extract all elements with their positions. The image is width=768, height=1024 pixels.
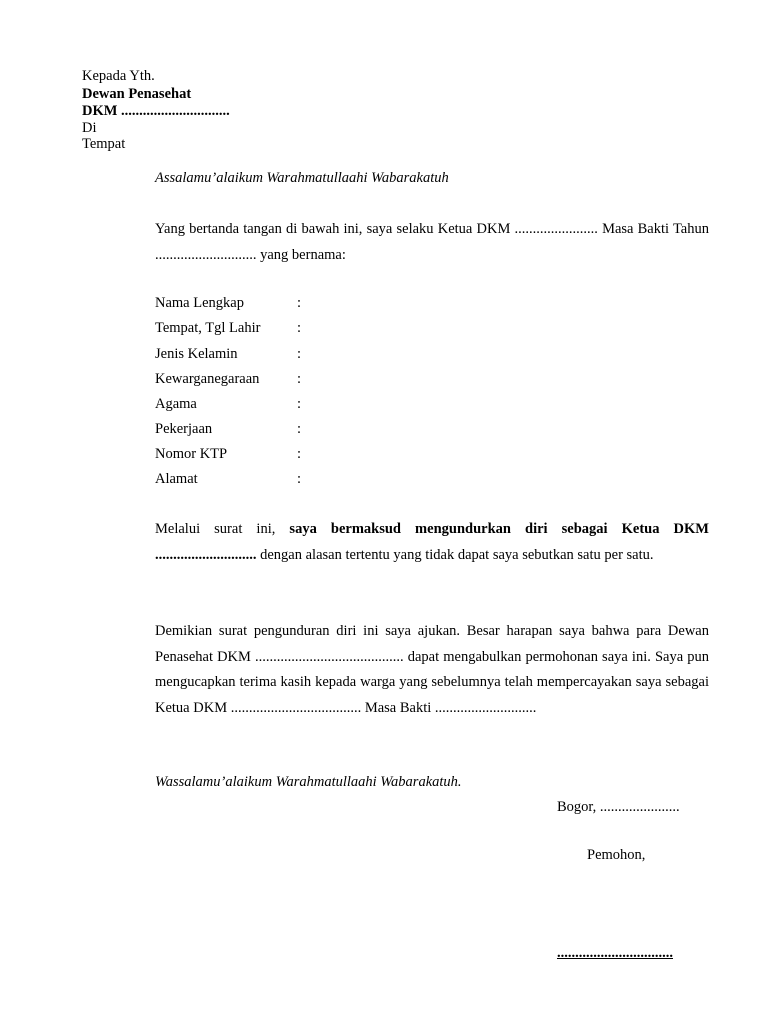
field-label: Nama Lengkap — [155, 295, 244, 311]
signer-name-line: ................................ — [557, 945, 673, 961]
recipient-location-prefix: Di — [82, 120, 97, 136]
field-colon: : — [297, 446, 302, 462]
resignation-suffix: dengan alasan tertentu yang tidak dapat saya sebutkan satu per satu. — [256, 546, 654, 563]
closing-paragraph: Demikian surat pengunduran diri ini saya ajukan. Besar harapan saya bahwa para Dewan Penasehat DKM ......................................... dapat mengabulkan permohonan saya ini. Saya pun mengucapkan terima kasih kepada warga yang sebelumnya telah mempercayakan saya sebagai Ketua DKM .................................... Masa Bakti ............................ — [155, 623, 709, 716]
field-label: Tempat, Tgl Lahir — [155, 320, 261, 336]
field-colon: : — [297, 421, 302, 437]
intro-paragraph: Yang bertanda tangan di bawah ini, saya selaku Ketua DKM ....................... Masa Bakti Tahun ............................ yang bernama: — [155, 221, 709, 263]
field-label: Kewarganegaraan — [155, 371, 260, 387]
recipient-title: Dewan Penasehat — [82, 86, 192, 102]
field-colon: : — [297, 320, 302, 336]
opening-greeting: Assalamu’alaikum Warahmatullaahi Wabarakatuh — [155, 170, 449, 186]
field-colon: : — [297, 471, 302, 487]
resignation-paragraph — [155, 517, 709, 568]
field-label: Pekerjaan — [155, 421, 213, 437]
recipient-location: Tempat — [82, 136, 126, 152]
field-colon: : — [297, 371, 302, 387]
resignation-statement: saya bermaksud mengundurkan diri sebagai Ketua DKM ............................ — [155, 521, 709, 563]
signer-role: Pemohon, — [587, 847, 646, 863]
resignation-prefix: Melalui surat ini, — [155, 521, 290, 537]
field-label: Jenis Kelamin — [155, 346, 238, 362]
field-colon: : — [297, 346, 302, 362]
recipient-organization: DKM .............................. — [82, 103, 230, 119]
place-date: Bogor, ...................... — [557, 799, 680, 815]
field-label: Agama — [155, 396, 197, 412]
field-colon: : — [297, 295, 302, 311]
field-colon: : — [297, 396, 302, 412]
field-label: Alamat — [155, 471, 198, 487]
recipient-salutation: Kepada Yth. — [82, 68, 155, 84]
field-label: Nomor KTP — [155, 446, 228, 462]
closing-greeting: Wassalamu’alaikum Warahmatullaahi Wabarakatuh. — [155, 774, 462, 790]
